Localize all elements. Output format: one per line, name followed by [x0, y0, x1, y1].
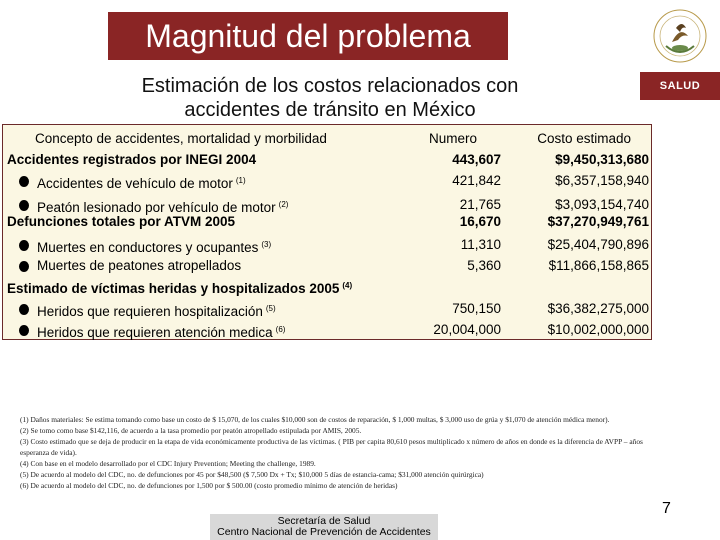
row-label: Accidentes de vehículo de motor $^{(1)}$ — [37, 176, 246, 191]
title-bar — [108, 12, 508, 60]
row-cost: $3,093,154,740 — [555, 197, 649, 212]
page-number: 7 — [662, 500, 671, 517]
row-cost: $10,002,000,000 — [547, 322, 649, 337]
footnote: (2) Se tomo como base $142,116, de acuerdo a la tasa promedio por peatón atropellado estipulada por AMIS, 2005. — [20, 426, 362, 435]
row-label: Muertes en conductores y ocupantes $^{(3)}$ — [37, 240, 272, 255]
row-number: 20,004,000 — [433, 322, 501, 337]
row-cost: $11,866,158,865 — [548, 258, 649, 273]
footnote: (5) De acuerdo al modelo del CDC, no. de defunciones por 45 por $48,500 ($ 7,500 Dx + Tx; $10,000 5 días de estancia-cama; $31,000 atención quirúrgica) — [20, 470, 484, 479]
table-row — [3, 150, 653, 170]
row-number: 421,842 — [452, 173, 501, 188]
table-row — [3, 320, 653, 340]
bullet-icon — [19, 200, 29, 211]
bullet-icon — [19, 176, 29, 187]
table-row — [3, 276, 653, 296]
row-number: 16,670 — [459, 214, 501, 229]
subtitle — [100, 74, 560, 122]
row-number: 11,310 — [460, 237, 501, 252]
table-row — [3, 212, 653, 232]
header-cost: Costo estimado — [537, 131, 631, 146]
salud-badge — [640, 72, 720, 100]
row-label: Heridos que requieren atención medica $^{(6)}$ — [37, 325, 286, 340]
footer-line-1: Secretaría de Salud — [277, 515, 371, 527]
table-row — [3, 256, 653, 276]
subtitle-line-2: accidentes de tránsito en México — [184, 99, 476, 121]
header-concept: Concepto de accidentes, mortalidad y morbilidad — [35, 131, 327, 146]
row-cost: $36,382,275,000 — [547, 301, 649, 316]
header-number: Numero — [428, 131, 477, 146]
footnote: (3) Costo estimado que se deja de producir en la etapa de vida económicamente productiva de las víctimas. ( PIB per capita 80,610 pesos multiplicado x número de años en donde es la diferencia de AVPP – años esperanza de vida). — [20, 437, 643, 457]
table-header-row — [3, 129, 653, 149]
row-number: 5,360 — [467, 258, 501, 273]
row-cost: $9,450,313,680 — [555, 152, 649, 167]
row-number: 21,765 — [459, 197, 501, 212]
bullet-icon — [19, 261, 29, 272]
row-label: Muertes de peatones atropellados — [37, 258, 242, 273]
bullet-icon — [19, 240, 29, 251]
table-row — [3, 171, 653, 191]
bullet-icon — [19, 325, 29, 336]
row-label: Peatón lesionado por vehículo de motor $^{(2)}$ — [37, 200, 289, 215]
footnote: (1) Daños materiales: Se estima tomando como base un costo de $ 15,070, de los cuales $10,000 son de costos de reparación, $ 1,000 multas, $ 3,000 uso de grúa y $1,070 de atención médica menor). — [20, 415, 610, 424]
bullet-icon — [19, 304, 29, 315]
table-row — [3, 299, 653, 319]
row-label: Defunciones totales por ATVM 2005 — [7, 214, 236, 229]
row-label: Accidentes registrados por INEGI 2004 — [7, 152, 257, 167]
footnote: (6) De acuerdo al modelo del CDC, no. de defunciones por 1,500 por $ 500.00 (costo promedio mínimo de atención de heridas) — [20, 481, 398, 490]
cost-table — [2, 124, 652, 340]
table-row — [3, 235, 653, 255]
footnotes — [20, 414, 654, 491]
row-cost: $6,357,158,940 — [555, 173, 649, 188]
subtitle-line-1: Estimación de los costos relacionados con — [141, 75, 519, 97]
mexico-coat-of-arms-seal — [652, 6, 708, 64]
row-label: Estimado de víctimas heridas y hospitalizados 2005 $^{(4)}$ — [7, 281, 353, 296]
footer-line-2: Centro Nacional de Prevención de Accidentes — [217, 526, 431, 538]
page-title: Magnitud del problema — [145, 18, 471, 54]
footer — [210, 514, 438, 540]
row-cost: $37,270,949,761 — [547, 214, 649, 229]
row-cost: $25,404,790,896 — [547, 237, 649, 252]
row-label: Heridos que requieren hospitalización $^{(5)}$ — [37, 304, 276, 319]
row-number: 443,607 — [452, 152, 501, 167]
row-number: 750,150 — [452, 301, 501, 316]
footnote: (4) Con base en el modelo desarrollado por el CDC Injury Prevention; Meeting the challenge, 1989. — [20, 459, 316, 468]
salud-badge-label: SALUD — [659, 80, 701, 92]
